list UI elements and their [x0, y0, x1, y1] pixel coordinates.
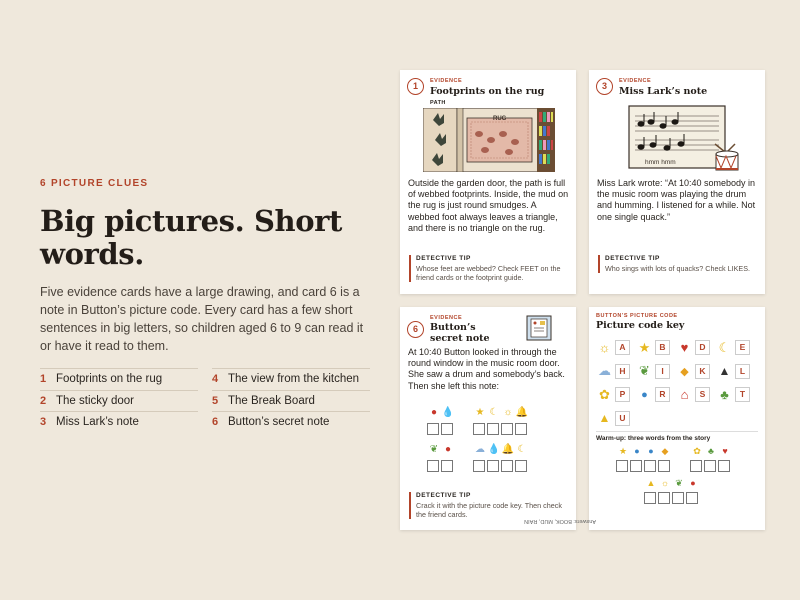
clue-number: 6	[212, 416, 219, 429]
fish-icon: ◆	[680, 365, 689, 378]
clue-label: The Break Board	[228, 394, 315, 407]
moon-icon: ☾	[517, 444, 527, 455]
card-body: Miss Lark wrote: “At 10:40 somebody in the music room was playing the drum and humming. I listened for a while. Not one single quack.”	[597, 178, 756, 222]
apple-icon: ●	[444, 444, 452, 455]
moon-icon: ☾	[718, 339, 731, 355]
code-word-2-icons	[473, 407, 529, 418]
clue-label: Footprints on the rug	[56, 373, 163, 386]
card-eyebrow: BUTTON’S PICTURE CODE	[596, 313, 678, 319]
clue-label: Button’s secret note	[228, 416, 330, 429]
code-word-1-boxes	[427, 423, 455, 435]
code-letter: D	[695, 340, 710, 355]
drop-icon: ●	[634, 446, 640, 456]
cloud-icon: ☁	[598, 363, 611, 379]
code-word-4-icons	[473, 444, 529, 455]
code-word-3-boxes	[427, 460, 455, 472]
code-letter: B	[655, 340, 670, 355]
code-word-4-boxes	[473, 460, 529, 472]
evidence-card-3	[589, 70, 765, 294]
code-key-grid	[596, 336, 756, 430]
sun-icon: ☼	[660, 478, 670, 488]
code-word-3-icons	[427, 444, 455, 455]
clue-number: 1	[40, 373, 47, 386]
clue-item	[212, 411, 370, 433]
detective-tip	[598, 255, 758, 273]
drop-icon: 💧	[441, 407, 455, 418]
code-letter: I	[655, 364, 670, 379]
heart-icon: ♥	[680, 340, 689, 356]
evidence-card-1	[400, 70, 576, 294]
apple-icon: ●	[430, 407, 438, 418]
fish-icon: ◆	[661, 446, 669, 456]
svg-text:RUG: RUG	[493, 116, 507, 122]
moon-icon: ☾	[489, 407, 499, 418]
clue-item	[212, 368, 370, 390]
card-number-badge: 6	[407, 321, 424, 338]
section-eyebrow: 6 PICTURE CLUES	[40, 178, 149, 189]
warmup-label: Warm-up: three words from the story	[596, 435, 711, 442]
sun-icon: ☼	[503, 407, 513, 418]
code-letter: K	[695, 364, 710, 379]
star-icon: ★	[475, 407, 485, 418]
clue-label: The sticky door	[56, 394, 134, 407]
drop-icon: ●	[648, 446, 654, 456]
intro-column	[40, 178, 370, 433]
path-label: PATH	[430, 100, 446, 106]
bell-icon: 🔔	[501, 444, 515, 455]
leaf-icon: ❦	[675, 478, 683, 488]
picture-code-key-card	[589, 307, 765, 530]
tree-icon: ♣	[720, 387, 729, 403]
card-eyebrow: EVIDENCE	[430, 78, 463, 84]
clue-label: The view from the kitchen	[228, 373, 360, 386]
cloud-icon: ☁	[475, 444, 485, 455]
heart-icon: ♥	[722, 446, 728, 456]
page-title: Big pictures. Short words.	[40, 204, 343, 271]
intro-text: Five evidence cards have a large drawing, and card 6 is a note in Button’s picture code. Every card has a few short sentences in big letters, so children aged 6 to 9 can read it or have it read to them.	[40, 285, 364, 353]
note-paper-icon	[526, 315, 552, 341]
clue-item	[40, 368, 198, 390]
code-letter: P	[615, 387, 630, 402]
code-letter: H	[615, 364, 630, 379]
code-letter: L	[735, 364, 750, 379]
card-title: Picture code key	[596, 320, 685, 331]
code-letter: T	[735, 387, 750, 402]
drop-icon: 💧	[487, 444, 501, 455]
card-title-line1: Button’s	[430, 322, 476, 333]
code-word-2-boxes	[473, 423, 529, 435]
footprints-illustration	[423, 108, 555, 172]
flower-icon: ✿	[599, 386, 610, 402]
tip-text: Crack it with the picture code key. Then check the friend cards.	[416, 501, 562, 519]
star-icon: ★	[638, 339, 651, 355]
clue-item	[40, 390, 198, 412]
tip-label: DETECTIVE TIP	[416, 255, 471, 262]
card-number-badge: 3	[596, 78, 613, 95]
card-eyebrow: EVIDENCE	[619, 78, 652, 84]
detective-tip	[409, 492, 569, 519]
code-letter: R	[655, 387, 670, 402]
detective-tip	[409, 255, 569, 282]
code-letter: A	[615, 340, 630, 355]
house-icon: ⌂	[680, 387, 689, 403]
card-eyebrow: EVIDENCE	[430, 315, 463, 321]
clue-list	[40, 368, 370, 433]
warmup-word-1-icons	[616, 446, 672, 457]
warmup-word-2-boxes	[690, 460, 732, 472]
clue-item	[212, 390, 370, 412]
card-title-line2: secret note	[430, 333, 490, 344]
code-letter: U	[615, 411, 630, 426]
card-title: Miss Lark’s note	[619, 86, 708, 97]
card-body: Outside the garden door, the path is full of webbed footprints. Inside, the mud on the rug is just round smudges. A webbed foot always leaves a triangle, and there is no triangle on the rug.	[408, 178, 569, 233]
code-word-1-icons	[427, 407, 455, 418]
clue-number: 2	[40, 394, 47, 407]
clue-label: Miss Lark’s note	[56, 416, 139, 429]
star-icon: ★	[618, 446, 628, 456]
hum-text: hmm hmm	[645, 159, 676, 166]
hat-icon: ▲	[718, 364, 731, 379]
drop-icon: ●	[641, 388, 648, 401]
warmup-word-3-boxes	[644, 492, 700, 504]
tip-label: DETECTIVE TIP	[416, 492, 471, 499]
bell-icon: ▲	[598, 411, 611, 426]
code-letter: E	[735, 340, 750, 355]
tip-label: DETECTIVE TIP	[605, 255, 660, 262]
apple-icon: ●	[690, 478, 696, 488]
warmup-word-2-icons	[690, 446, 732, 457]
sun-icon: ☼	[598, 340, 611, 356]
tip-text: Whose feet are webbed? Check FEET on the friend cards or the footprint guide.	[416, 264, 561, 282]
flower-icon: ✿	[693, 446, 701, 456]
card-body: At 10:40 Button looked in through the round window in the music room door. She saw a drum and somebody’s back. Then she left this note:	[408, 347, 565, 391]
card-title: Footprints on the rug	[430, 86, 545, 97]
clue-number: 4	[212, 373, 219, 386]
evidence-card-6	[400, 307, 576, 530]
bell-icon: ▲	[646, 478, 656, 488]
tree-icon: ♣	[708, 446, 714, 456]
clue-number: 5	[212, 394, 219, 407]
code-letter: S	[695, 387, 710, 402]
bell-icon: 🔔	[515, 407, 529, 418]
tip-text: Who sings with lots of quacks? Check LIKES.	[605, 264, 751, 273]
leaf-icon: ❦	[639, 363, 650, 379]
clue-item	[40, 411, 198, 433]
warmup-word-1-boxes	[616, 460, 672, 472]
warmup-word-3-icons	[644, 478, 700, 489]
clue-number: 3	[40, 416, 47, 429]
card-number-badge: 1	[407, 78, 424, 95]
leaf-icon: ❦	[429, 444, 439, 455]
answer-key-upside-down: Answers: BOOK, MUD, RAIN	[524, 518, 596, 524]
